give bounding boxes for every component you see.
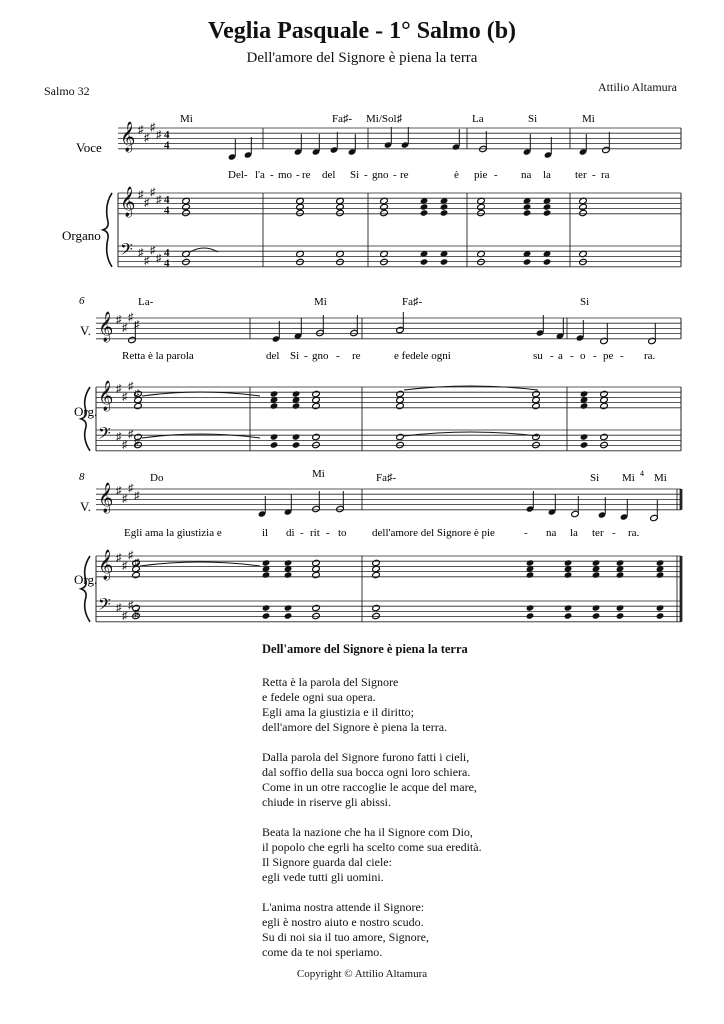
voice-label-short-2: V.: [80, 499, 91, 514]
page-subtitle: Dell'amore del Signore è piena la terra: [246, 50, 478, 66]
lyric-syllable: -: [300, 527, 304, 539]
chord-symbol: Mi: [582, 113, 595, 125]
stanza: [262, 750, 582, 810]
bass-clef-icon: 𝄢: [98, 596, 111, 618]
lyric-syllable: gno: [372, 169, 389, 181]
lyric-syllable: -: [570, 350, 574, 362]
note-head: [270, 441, 279, 448]
key-signature-sharp-icon: ♯: [122, 492, 128, 505]
key-signature-sharp-icon: ♯: [138, 124, 144, 136]
note-head: [592, 571, 601, 578]
note-head: [600, 441, 609, 448]
lyric-syllable: è: [454, 169, 459, 181]
treble-clef-icon: 𝄞: [98, 483, 114, 512]
note-head: [526, 612, 535, 619]
key-signature-sharp-icon: ♯: [128, 380, 134, 393]
note-head: [580, 390, 589, 397]
key-signature-sharp-icon: ♯: [150, 244, 156, 257]
key-signature-sharp-icon: ♯: [116, 383, 122, 395]
note-head: [600, 402, 609, 409]
note-head: [396, 441, 405, 448]
lyric-syllable: -: [592, 169, 596, 181]
voice-label-short: V.: [80, 323, 91, 338]
key-signature-sharp-icon: ♯: [128, 482, 134, 495]
note-head: [134, 402, 143, 409]
staff-lines: [96, 128, 681, 622]
chord-superscript: 4: [640, 469, 644, 478]
time-signature: 4: [164, 204, 170, 217]
page-title: Veglia Pasquale - 1° Salmo (b): [207, 18, 517, 44]
chord-symbol: La: [472, 113, 484, 125]
organ-label: Organo: [62, 228, 101, 243]
stanza: [262, 675, 582, 735]
stanza-line: chiude in riserve gli abissi.: [262, 795, 391, 809]
tie: [142, 434, 260, 438]
stanza-line: egli è nostro aiuto e nostro scudo.: [262, 915, 424, 929]
stanza-line: Dalla parola del Signore furono fatti i cieli,: [262, 750, 470, 764]
note-head: [526, 604, 535, 611]
treble-clef-icon: 𝄞: [98, 312, 114, 341]
stanza-line: Il Signore guarda dal ciele:: [262, 855, 392, 869]
lyric-syllable: o: [580, 350, 586, 362]
note-head: [292, 402, 301, 409]
note-head: [564, 571, 573, 578]
note-head: [526, 559, 535, 566]
key-signature-sharp-icon: ♯: [134, 607, 140, 620]
lyric-syllable: Egli ama la giustizia e: [124, 527, 222, 539]
lyric-syllable: dell'amore del Signore è pie: [372, 527, 495, 539]
treble-clef-icon: 𝄞: [98, 381, 114, 410]
key-signature-sharp-icon: ♯: [116, 552, 122, 564]
lyric-syllable: ra.: [644, 350, 656, 362]
note-head: [523, 209, 532, 216]
note-head: [396, 390, 405, 397]
key-signature-sharp-icon: ♯: [156, 129, 162, 142]
key-signature-sharp-icon: ♯: [150, 121, 156, 134]
bass-clef-icon: 𝄢: [120, 241, 133, 263]
time-signature: 4: [164, 194, 170, 206]
note-head: [312, 390, 321, 397]
key-signature-sharp-icon: ♯: [138, 247, 144, 260]
note-head: [440, 209, 449, 216]
lyric-syllable: -: [612, 527, 616, 539]
lyric-syllable: la: [570, 527, 578, 539]
note-head: [284, 571, 293, 578]
note-head: [616, 604, 625, 611]
psalm-text: [262, 642, 582, 975]
note-head: [380, 209, 389, 216]
composer-name: Attilio Altamura: [598, 80, 677, 94]
copyright-notice: Copyright © Attilio Altamura: [296, 968, 428, 980]
lyric-syllable: pe: [603, 350, 614, 362]
note-head: [312, 433, 321, 440]
key-signature-sharp-icon: ♯: [128, 599, 134, 612]
barlines: [96, 128, 681, 622]
note-head: [616, 571, 625, 578]
measure-number: 6: [79, 295, 85, 307]
lyric-syllable: e fedele ogni: [394, 350, 451, 362]
lyric-syllable: -: [550, 350, 554, 362]
chord-symbol: Fa♯-: [332, 113, 353, 125]
chord-symbol: Si: [528, 113, 538, 125]
stanza-line: come da te noi speriamo.: [262, 945, 383, 959]
note-head: [396, 402, 405, 409]
treble-clef-icon: 𝄞: [120, 187, 136, 216]
note-head: [182, 209, 191, 216]
note-head: [532, 402, 541, 409]
stanza: [262, 825, 582, 885]
note-head: [600, 390, 609, 397]
lyrics-line-3: [124, 527, 640, 539]
note-head: [440, 258, 449, 265]
lyric-syllable: ter: [592, 527, 604, 539]
key-signature-sharp-icon: ♯: [156, 194, 162, 207]
treble-clef-icon: 𝄞: [120, 122, 136, 151]
note-head: [592, 559, 601, 566]
stanza-line: dal soffio della sua bocca ogni loro schiera.: [262, 765, 471, 779]
chord-symbol: Mi: [654, 472, 667, 484]
lyric-syllable: re: [400, 169, 409, 181]
lyric-syllable: -: [593, 350, 597, 362]
lyric-syllable: mo: [278, 169, 293, 181]
note-head: [312, 612, 321, 619]
tie: [140, 562, 260, 566]
note-head: [543, 258, 552, 265]
lyric-syllable: ter: [575, 169, 587, 181]
lyric-syllable: -: [524, 527, 528, 539]
key-signature-sharp-icon: ♯: [128, 311, 134, 324]
key-signature-sharp-icon: ♯: [122, 559, 128, 572]
key-signature-sharp-icon: ♯: [116, 314, 122, 326]
note-head: [262, 571, 271, 578]
lyric-syllable: re: [352, 350, 361, 362]
key-signature-sharp-icon: ♯: [134, 388, 140, 401]
note-head: [656, 571, 665, 578]
note-head: [420, 203, 429, 210]
note-head: [579, 209, 588, 216]
note-head: [336, 209, 345, 216]
lyric-syllable: -: [620, 350, 624, 362]
note-head: [656, 604, 665, 611]
note-head: [292, 441, 301, 448]
key-signature-sharp-icon: ♯: [144, 196, 150, 209]
time-signature: 4: [164, 257, 170, 270]
stanza-line: Come in un otre raccoglie le acque del mare,: [262, 780, 477, 794]
chord-symbol: Mi: [314, 296, 327, 308]
chord-symbol: Fa♯-: [376, 472, 397, 484]
note-head: [564, 612, 573, 619]
organ-label-short-2: Org.: [74, 572, 98, 587]
lyric-syllable: -: [393, 169, 397, 181]
chord-symbol: La-: [138, 296, 154, 308]
key-signature-sharp-icon: ♯: [150, 186, 156, 199]
note-head: [132, 571, 141, 578]
lyric-syllable: Retta è la parola: [122, 350, 194, 362]
chord-symbol: Si: [590, 472, 600, 484]
note-head: [270, 433, 279, 440]
note-head: [372, 559, 381, 566]
stanza-line: L'anima nostra attende il Signore:: [262, 900, 425, 914]
note-head: [372, 571, 381, 578]
key-signature-sharp-icon: ♯: [116, 485, 122, 497]
lyric-syllable: -: [270, 169, 274, 181]
key-signature-sharp-icon: ♯: [144, 255, 150, 267]
treble-clef-icon: 𝄞: [98, 550, 114, 579]
lyric-syllable: di: [286, 527, 295, 539]
note-head: [564, 604, 573, 611]
lyrics-line-2: [122, 350, 656, 362]
key-signature-sharp-icon: ♯: [156, 252, 162, 265]
note-head: [616, 612, 625, 619]
note-head: [396, 433, 405, 440]
note-head: [270, 390, 279, 397]
note-head: [182, 203, 191, 210]
note-head: [296, 209, 305, 216]
note-head: [292, 433, 301, 440]
key-signature-sharp-icon: ♯: [134, 557, 140, 570]
lyric-syllable: to: [338, 527, 347, 539]
measure-number: 8: [79, 471, 85, 483]
note-head: [564, 559, 573, 566]
time-signature: 4: [164, 139, 170, 152]
lyric-syllable: -: [296, 169, 300, 181]
key-signature-sharp-icon: ♯: [128, 549, 134, 562]
note-head: [372, 612, 381, 619]
notes: [81, 121, 664, 622]
chord-symbol: Si: [580, 296, 590, 308]
stanza-line: Beata la nazione che ha il Signore com Dio,: [262, 825, 473, 839]
note-head: [579, 203, 588, 210]
note-head: [262, 604, 271, 611]
note-head: [532, 433, 541, 440]
lyric-syllable: la: [543, 169, 551, 181]
lyric-syllable: Si: [290, 350, 300, 362]
note-head: [284, 604, 293, 611]
key-signature-sharp-icon: ♯: [134, 319, 140, 332]
note-head: [532, 441, 541, 448]
note-head: [372, 604, 381, 611]
note-head: [543, 209, 552, 216]
note-head: [523, 258, 532, 265]
time-signature: 4: [164, 247, 170, 259]
stanza-line: Su di noi sia il tuo amore, Signore,: [262, 930, 429, 944]
bass-clef-icon: 𝄢: [98, 425, 111, 447]
lyric-syllable: -: [494, 169, 498, 181]
note-head: [336, 203, 345, 210]
lyric-syllable: -: [304, 350, 308, 362]
note-head: [284, 559, 293, 566]
lyric-syllable: del: [322, 169, 336, 181]
note-head: [523, 203, 532, 210]
chord-symbol: Mi: [622, 472, 635, 484]
note-head: [284, 612, 293, 619]
brace-icon: [103, 193, 112, 267]
organ-label-short: Org.: [74, 404, 98, 419]
lyric-syllable: Si: [350, 169, 360, 181]
note-head: [580, 433, 589, 440]
note-head: [580, 441, 589, 448]
lyric-syllable: l'a: [255, 169, 265, 181]
stanza-line: Retta è la parola del Signore: [262, 675, 399, 689]
lyric-syllable: -: [336, 350, 340, 362]
key-signature-sharp-icon: ♯: [122, 439, 128, 451]
chord-symbol: Mi: [312, 468, 325, 480]
lyrics-line-1: [228, 169, 610, 181]
note-head: [477, 209, 486, 216]
key-signature-sharp-icon: ♯: [122, 321, 128, 334]
lyric-syllable: -: [364, 169, 368, 181]
lyric-syllable: ra.: [628, 527, 640, 539]
note-head: [262, 559, 271, 566]
psalm-number: Salmo 32: [44, 84, 90, 98]
note-head: [592, 612, 601, 619]
stanza: [262, 900, 582, 960]
note-head: [532, 390, 541, 397]
lyric-syllable: su: [533, 350, 543, 362]
lyric-syllable: gno: [312, 350, 329, 362]
lyric-syllable: rit: [310, 527, 320, 539]
lyric-syllable: a: [558, 350, 563, 362]
key-signature-sharp-icon: ♯: [134, 436, 140, 449]
note-head: [616, 559, 625, 566]
lyric-syllable: del: [266, 350, 280, 362]
key-signature-sharp-icon: ♯: [116, 431, 122, 444]
chord-symbol: Mi: [180, 113, 193, 125]
stanza-line: il popolo che egrli ha scelto come sua eredità.: [262, 840, 482, 854]
key-signature-sharp-icon: ♯: [122, 390, 128, 403]
note-head: [270, 402, 279, 409]
chord-symbol: Fa♯-: [402, 296, 423, 308]
chord-symbol: Do: [150, 472, 164, 484]
note-head: [296, 203, 305, 210]
key-signature-sharp-icon: ♯: [128, 428, 134, 441]
note-head: [312, 559, 321, 566]
note-head: [477, 203, 486, 210]
note-head: [312, 571, 321, 578]
psalm-text-title: Dell'amore del Signore è piena la terra: [262, 642, 468, 656]
note-head: [420, 209, 429, 216]
note-head: [656, 559, 665, 566]
note-head: [543, 203, 552, 210]
lyric-syllable: re: [302, 169, 311, 181]
stanza-line: Egli ama la giustizia e il diritto;: [262, 705, 414, 719]
note-head: [600, 433, 609, 440]
stanza-line: egli vede tutti gli uomini.: [262, 870, 384, 884]
brace-icon: [81, 556, 90, 622]
lyric-syllable: pie: [474, 169, 488, 181]
lyric-syllable: Del-: [228, 169, 248, 181]
stanza-line: e fedele ogni sua opera.: [262, 690, 376, 704]
lyric-syllable: ra: [601, 169, 610, 181]
note-head: [312, 441, 321, 448]
note-head: [380, 203, 389, 210]
note-head: [312, 604, 321, 611]
note-head: [656, 612, 665, 619]
note-head: [262, 612, 271, 619]
note-head: [420, 258, 429, 265]
chord-symbol: Mi/Sol♯: [366, 113, 403, 125]
note-head: [312, 402, 321, 409]
note-head: [440, 203, 449, 210]
stanza-line: dell'amore del Signore è piena la terra.: [262, 720, 448, 734]
key-signature-sharp-icon: ♯: [138, 189, 144, 201]
key-signature-sharp-icon: ♯: [116, 602, 122, 615]
voice-label: Voce: [76, 140, 102, 155]
lyric-syllable: na: [521, 169, 532, 181]
note-head: [592, 604, 601, 611]
lyric-syllable: il: [262, 527, 269, 539]
time-signature: 4: [164, 129, 170, 141]
note-head: [580, 402, 589, 409]
key-signature-sharp-icon: ♯: [134, 490, 140, 503]
note-head: [526, 571, 535, 578]
key-signature-sharp-icon: ♯: [144, 131, 150, 144]
lyric-syllable: na: [546, 527, 557, 539]
key-signature-sharp-icon: ♯: [122, 610, 128, 622]
note-head: [292, 390, 301, 397]
lyric-syllable: -: [326, 527, 330, 539]
